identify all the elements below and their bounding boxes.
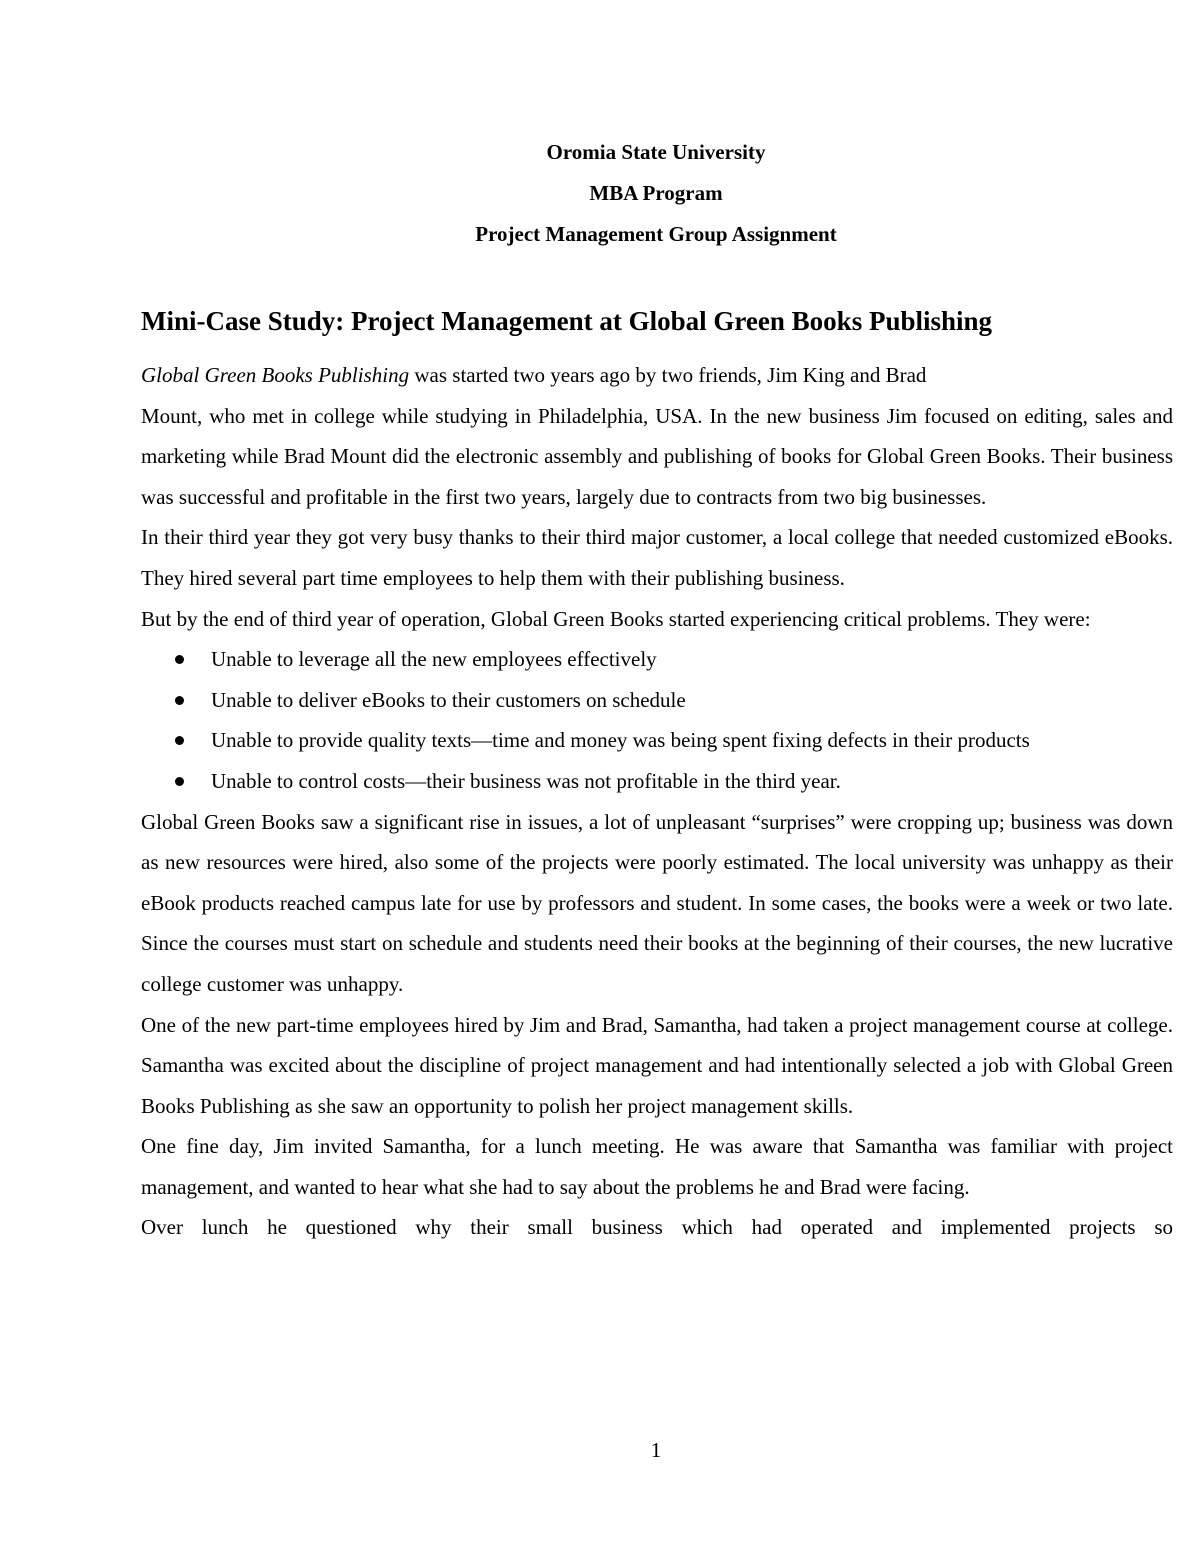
list-item-text: Unable to provide quality texts—time and money was being spent fixing defects in their products [211, 728, 1030, 753]
problems-intro-paragraph: But by the end of third year of operation, Global Green Books started experiencing critical problems. They were: [141, 606, 1091, 631]
list-item-text: Unable to leverage all the new employees effectively [211, 647, 657, 672]
bullet-icon [175, 696, 184, 705]
lunch-paragraph-last-line: Over lunch he questioned why their small business which had operated and implemented projects so [141, 1215, 1173, 1240]
issues-paragraph: Global Green Books saw a significant rise in issues, a lot of unpleasant “surprises” were cropping up; business was down as new resources were hired, also some of the projects were poorly estimated. The local university was unhappy as their eBook products reached campus late for use by professors and student. In some cases, the books were a week or two late. Since the courses must start on schedule and students need their books at the beginning of their courses, the new lucrative college customer was unhappy. [141, 809, 1173, 996]
list-item [141, 720, 1173, 761]
list-item [141, 761, 1173, 802]
case-study-body [141, 355, 1173, 1248]
list-item-text: Unable to control costs—their business was not profitable in the third year. [211, 768, 841, 793]
list-item-text: Unable to deliver eBooks to their customers on schedule [211, 687, 686, 712]
bullet-icon [175, 777, 184, 786]
university-name: Oromia State University [546, 140, 766, 164]
intro-first-line-rest: was started two years ago by two friends, Jim King and Brad [409, 363, 927, 387]
third-year-paragraph: In their third year they got very busy thanks to their third major customer, a local college that needed customized eBooks. They hired several part time employees to help them with their publishing business. [141, 525, 1173, 590]
bullet-icon [175, 655, 184, 664]
list-item [141, 680, 1173, 721]
list-item [141, 639, 1173, 680]
company-name-italic: Global Green Books Publishing [141, 363, 410, 387]
lunch-paragraph: One fine day, Jim invited Samantha, for a lunch meeting. He was aware that Samantha was familiar with project management, and wanted to hear what she had to say about the problems he and Brad were facing. [141, 1134, 1173, 1199]
intro-paragraph: Mount, who met in college while studying in Philadelphia, USA. In the new business Jim focused on editing, sales and marketing while Brad Mount did the electronic assembly and publishing of books for Global Green Books. Their business was successful and profitable in the first two years, largely due to contracts from two big businesses. [141, 403, 1173, 509]
assignment-title: Project Management Group Assignment [475, 222, 837, 246]
bullet-icon [175, 736, 184, 745]
page-number: 1 [650, 1438, 662, 1462]
problems-list [141, 639, 1173, 801]
intro-first-line [141, 355, 1173, 396]
samantha-paragraph: One of the new part-time employees hired by Jim and Brad, Samantha, had taken a project management course at college. Samantha was excited about the discipline of project management and had intentionally selected a job with Global Green Books Publishing as she saw an opportunity to polish her project management skills. [141, 1012, 1173, 1118]
program-name: MBA Program [589, 181, 723, 205]
case-study-title: Mini-Case Study: Project Management at Global Green Books Publishing [141, 306, 993, 336]
